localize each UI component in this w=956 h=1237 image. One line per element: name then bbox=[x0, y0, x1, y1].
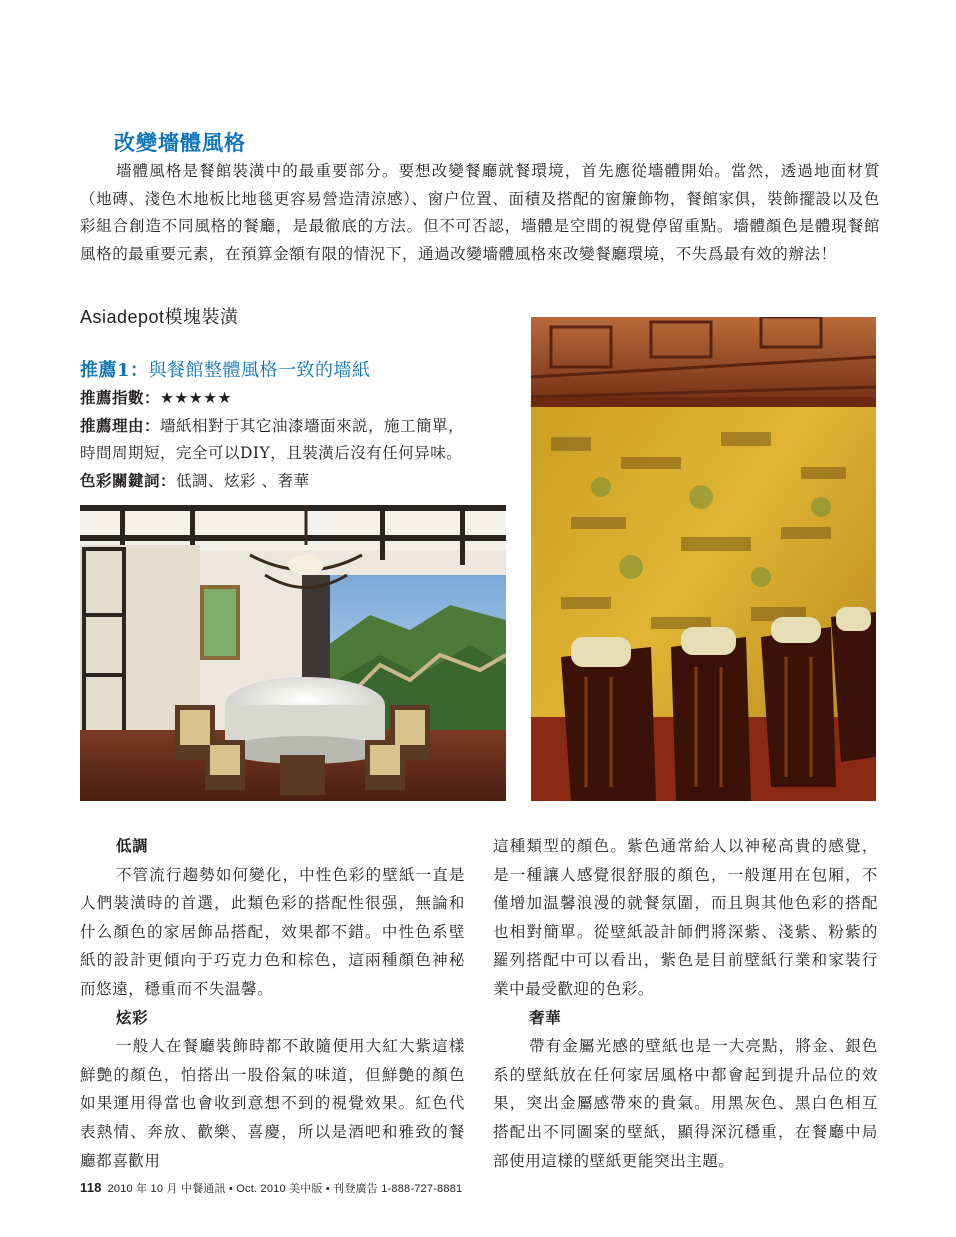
intro-paragraph: 墻體風格是餐館裝潢中的最重要部分。要想改變餐廳就餐環境，首先應從墻體開始。當然，透過地面材質（地磚、淺色木地板比地毯更容易營造清涼感）、窗户位置、面積及搭配的窗簾飾物，餐館家俱，裝飾擺設以及色彩組合創造不同風格的餐廳，是最徹底的方法。但不可否認，墻體是空間的視覺停留重點。墻體顏色是體現餐館風格的最重要元素，在預算金額有限的情況下，通過改變墻體風格來改變餐廳環境，不失爲最有效的辦法！ bbox=[80, 162, 880, 263]
left-column bbox=[80, 832, 465, 1175]
recommendation-number: 推薦1： bbox=[80, 360, 149, 381]
section-heading: Asiadepot模塊裝潢 bbox=[80, 307, 239, 327]
footer-text: 2010 年 10 月 中餐通訊 • Oct. 2010 美中版 • 刊登廣告 1-888-727-8881 bbox=[107, 1183, 463, 1195]
vivid-continuation: 這種類型的顏色。紫色通常給人以神秘高貴的感覺，是一種讓人感覺很舒服的顏色，一般運用在包厢，不僅增加温馨浪漫的就餐氛圍，而且與其他色彩的搭配也相對簡單。從壁紙設計師們將深紫、淺紫、粉紫的羅列搭配中可以看出，紫色是目前壁紙行業和家裝行業中最受歡迎的色彩。 bbox=[493, 837, 878, 998]
rating-line bbox=[80, 384, 480, 412]
recommendation-title bbox=[80, 356, 371, 382]
vivid-heading: 炫彩 bbox=[116, 1007, 149, 1027]
page-footer bbox=[80, 1180, 462, 1196]
low-key-body: 不管流行趨勢如何變化，中性色彩的壁紙一直是人們裝潢時的首選，此類色彩的搭配性很强，無論和什么顏色的家居飾品搭配，效果都不錯。中性色系壁紙的設計更傾向于巧克力色和棕色，這兩種顏色神秘而悠遠，穩重而不失温馨。 bbox=[80, 865, 465, 998]
recommendation-details bbox=[80, 384, 480, 495]
low-key-heading: 低調 bbox=[116, 836, 149, 855]
vivid-body: 一般人在餐廳裝飾時都不敢隨便用大紅大紫這樣鮮艶的顏色，怕搭出一股俗氣的味道，但鮮艶的顏色如果運用得當也會收到意想不到的視覺效果。紅色代表熱情、奔放、歡樂、喜慶，所以是酒吧和雅致的餐廳都喜歡用 bbox=[80, 1037, 465, 1170]
article-title: 改變墻體風格 bbox=[114, 131, 246, 155]
keywords-text: 低調、炫彩 、奢華 bbox=[176, 472, 310, 490]
recommendation-headline: 與餐館整體風格一致的墻紙 bbox=[148, 360, 371, 381]
dining-room-photo bbox=[80, 505, 506, 801]
reason-label: 推薦理由： bbox=[80, 416, 161, 435]
golden-wall-photo bbox=[531, 317, 876, 801]
rating-label: 推薦指數： bbox=[80, 388, 161, 407]
rating-stars: ★★★★★ bbox=[160, 389, 232, 407]
luxury-heading: 奢華 bbox=[529, 1007, 562, 1027]
right-column bbox=[493, 832, 878, 1175]
luxury-body: 帶有金屬光感的壁紙也是一大亮點，將金、銀色系的壁紙放在任何家居風格中都會起到提升品位的效果，突出金屬感帶來的貴氣。用黑灰色、黑白色相互搭配出不同圖案的壁紙，顯得深沉穩重，在餐廳中局部使用這樣的壁紙更能突出主題。 bbox=[493, 1037, 878, 1170]
keywords-label: 色彩關鍵詞： bbox=[80, 471, 177, 490]
keywords-line bbox=[80, 467, 480, 495]
page-number: 118 bbox=[80, 1180, 102, 1195]
reason-line bbox=[80, 412, 480, 467]
reason-text: 墻紙相對于其它油漆墻面來説，施工簡單，時間周期短，完全可以DIY，且裝潢后沒有任何异味。 bbox=[80, 417, 465, 462]
